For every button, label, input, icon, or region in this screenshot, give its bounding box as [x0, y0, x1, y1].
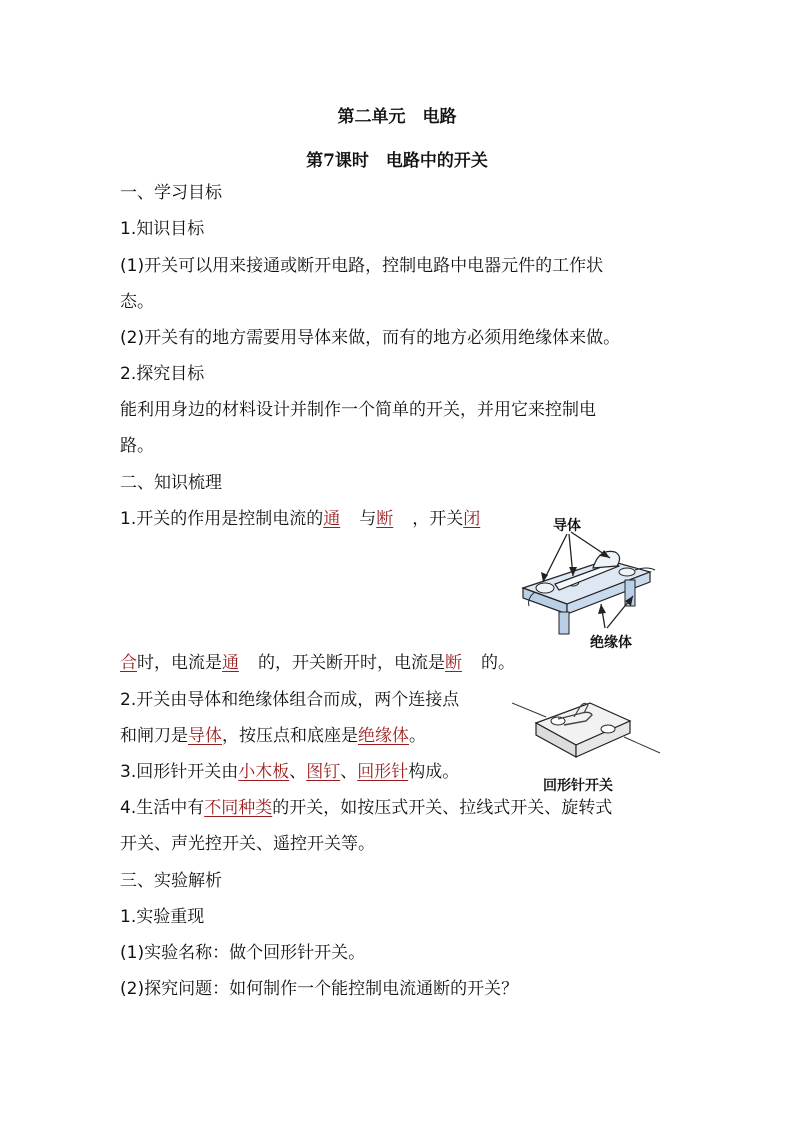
q1-text-3: ，开关	[412, 509, 464, 529]
question-4-line-2: 开关、声光控开关、遥控开关等。	[120, 834, 375, 854]
paperclip-switch-caption: 回形针开关	[543, 778, 613, 794]
q1-answer-3: 闭	[463, 509, 481, 529]
knowledge-goal-1a: (1)开关可以用来接通或断开电路，控制电路中电器元件的工作状	[120, 256, 604, 276]
label-insulator: 绝缘体	[590, 635, 632, 651]
q4-answer-1: 不同种类	[204, 798, 273, 818]
q1-text-6: 的。	[481, 653, 515, 673]
question-2-line-2	[120, 725, 426, 747]
q3-answer-2: 图钉	[306, 762, 341, 782]
section-3-heading: 三、实验解析	[120, 871, 222, 891]
q1-text-1: 1.开关的作用是控制电流的	[120, 509, 324, 529]
knowledge-goal-2: (2)开关有的地方需要用导体来做，而有的地方必须用绝缘体来做。	[120, 328, 621, 348]
unit-title: 第二单元 电路	[337, 107, 457, 127]
question-3	[120, 761, 459, 783]
lesson-title: 第7课时 电路中的开关	[306, 151, 488, 171]
q3-text-3: 、	[340, 762, 358, 782]
q3-answer-3: 回形针	[357, 762, 409, 782]
question-2-line-1: 2.开关由导体和绝缘体组合而成，两个连接点	[120, 690, 460, 710]
experiment-sub-heading: 1.实验重现	[120, 907, 205, 927]
q1-text-4: 时，电流是	[137, 653, 222, 673]
question-1-line-1	[120, 508, 480, 530]
paperclip-switch-figure	[512, 695, 662, 767]
q3-text-1: 3.回形针开关由	[120, 762, 239, 782]
q1-answer-1: 通	[323, 509, 341, 529]
q1-answer-5: 通	[222, 653, 239, 673]
q1-answer-6: 断	[445, 653, 462, 673]
experiment-question: (2)探究问题：如何制作一个能控制电流通断的开关？	[120, 979, 519, 999]
section-2-heading: 二、知识梳理	[120, 473, 222, 493]
question-4-line-1	[120, 797, 612, 819]
q2-text-4: 。	[409, 726, 426, 746]
q2-text-3: ，按压点和底座是	[222, 726, 358, 746]
label-conductor: 导体	[553, 518, 581, 534]
q1-answer-4: 合	[120, 653, 137, 673]
explore-goal-1b: 路。	[120, 436, 154, 456]
q3-text-2: 、	[289, 762, 307, 782]
q1-answer-2: 断	[376, 509, 394, 529]
q1-text-5: 的，开关断开时，电流是	[258, 653, 445, 673]
q1-text-2: 与	[359, 509, 377, 529]
question-1-line-2	[120, 652, 515, 674]
experiment-name: (1)实验名称：做个回形针开关。	[120, 943, 366, 963]
q3-answer-1: 小木板	[238, 762, 290, 782]
q4-text-2: 的开关，如按压式开关、拉线式开关、旋转式	[272, 798, 613, 818]
q4-text-1: 4.生活中有	[120, 798, 205, 818]
section-1-heading: 一、学习目标	[120, 183, 222, 203]
explore-goal-1a: 能利用身边的材料设计并制作一个简单的开关，并用它来控制电	[120, 400, 596, 420]
knowledge-goal-heading: 1.知识目标	[120, 219, 205, 239]
q2-answer-2: 绝缘体	[358, 726, 409, 746]
q2-text-2: 和闸刀是	[120, 726, 188, 746]
q2-answer-1: 导体	[188, 726, 222, 746]
knowledge-goal-1b: 态。	[120, 292, 154, 312]
explore-goal-heading: 2.探究目标	[120, 364, 205, 384]
q3-text-4: 构成。	[408, 762, 460, 782]
